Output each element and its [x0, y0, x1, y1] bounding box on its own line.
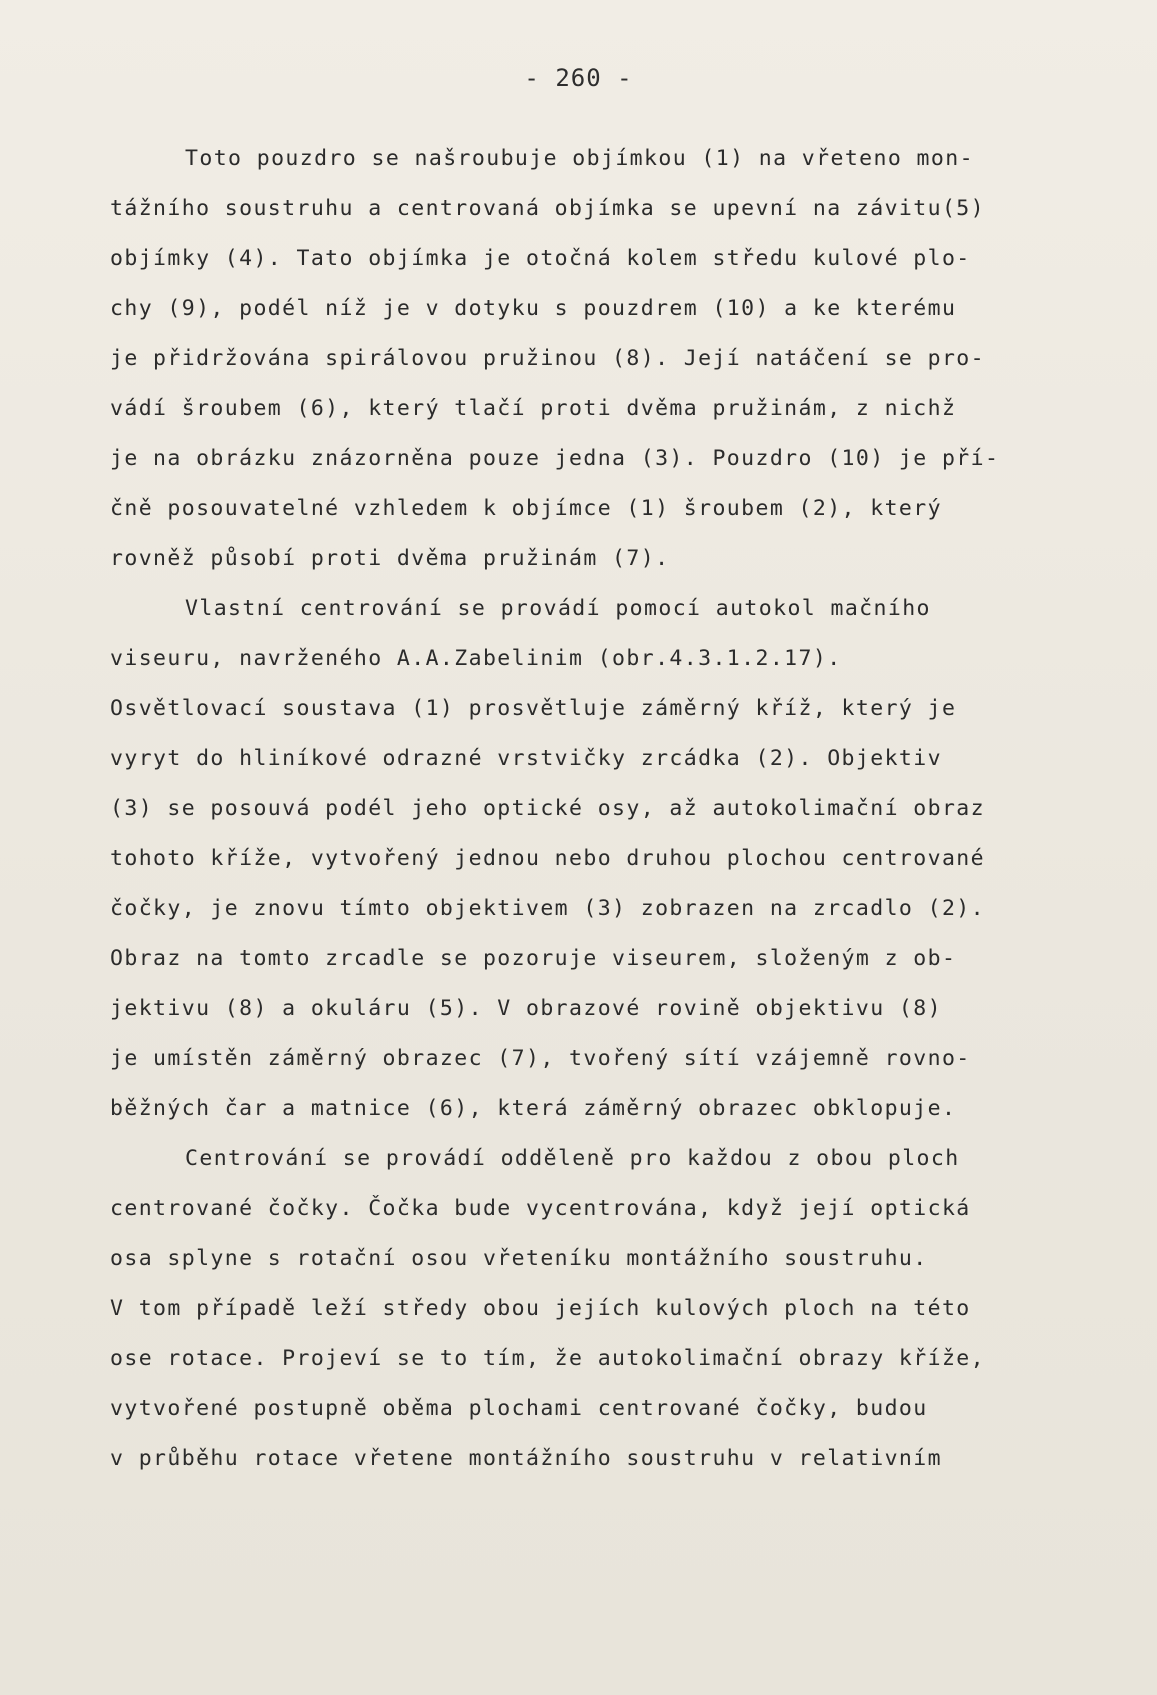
text-line: Vlastní centrování se provádí pomocí autokol mačního: [185, 596, 931, 621]
text-line: Obraz na tomto zrcadle se pozoruje viseurem, složeným z ob-: [110, 946, 957, 971]
text-line: chy (9), podél níž je v dotyku s pouzdrem (10) a ke kterému: [110, 296, 957, 321]
text-line: ose rotace. Projeví se to tím, že autokolimační obrazy kříže,: [110, 1346, 985, 1371]
text-line: jektivu (8) a okuláru (5). V obrazové rovině objektivu (8): [110, 996, 942, 1021]
text-line: centrované čočky. Čočka bude vycentrována, když její optická: [110, 1196, 971, 1221]
text-line: tážního soustruhu a centrovaná objímka se upevní na závitu(5): [110, 196, 985, 221]
text-line: V tom případě leží středy obou jejích kulových ploch na této: [110, 1296, 971, 1321]
text-line: Osvětlovací soustava (1) prosvětluje záměrný kříž, který je: [110, 696, 957, 721]
text-line: čně posouvatelné vzhledem k objímce (1) šroubem (2), který: [110, 496, 942, 521]
text-line: vádí šroubem (6), který tlačí proti dvěma pružinám, z nichž: [110, 396, 957, 421]
text-line: objímky (4). Tato objímka je otočná kolem středu kulové plo-: [110, 246, 971, 271]
text-line: osa splyne s rotační osou vřeteníku montážního soustruhu.: [110, 1246, 928, 1271]
text-line: vyryt do hliníkové odrazné vrstvičky zrcádka (2). Objektiv: [110, 746, 942, 771]
text-line: tohoto kříže, vytvořený jednou nebo druhou plochou centrované: [110, 846, 985, 871]
text-line: běžných čar a matnice (6), která záměrný obrazec obklopuje.: [110, 1096, 957, 1121]
text-line: v průběhu rotace vřetene montážního soustruhu v relativním: [110, 1446, 942, 1471]
text-line: je přidržována spirálovou pružinou (8). Její natáčení se pro-: [110, 346, 985, 371]
text-line: (3) se posouvá podél jeho optické osy, až autokolimační obraz: [110, 796, 985, 821]
text-line: Centrování se provádí odděleně pro každou z obou ploch: [185, 1146, 960, 1171]
text-line: viseuru, navrženého A.A.Zabelinim (obr.4.3.1.2.17).: [110, 646, 842, 671]
text-line: čočky, je znovu tímto objektivem (3) zobrazen na zrcadlo (2).: [110, 896, 985, 921]
text-line: je umístěn záměrný obrazec (7), tvořený sítí vzájemně rovno-: [110, 1046, 971, 1071]
text-line: Toto pouzdro se našroubuje objímkou (1) na vřeteno mon-: [185, 146, 974, 171]
text-line: rovněž působí proti dvěma pružinám (7).: [110, 546, 670, 571]
text-line: vytvořené postupně oběma plochami centrované čočky, budou: [110, 1396, 928, 1421]
text-line: je na obrázku znázorněna pouze jedna (3). Pouzdro (10) je pří-: [110, 446, 1000, 471]
page-number: - 260 -: [524, 64, 633, 92]
